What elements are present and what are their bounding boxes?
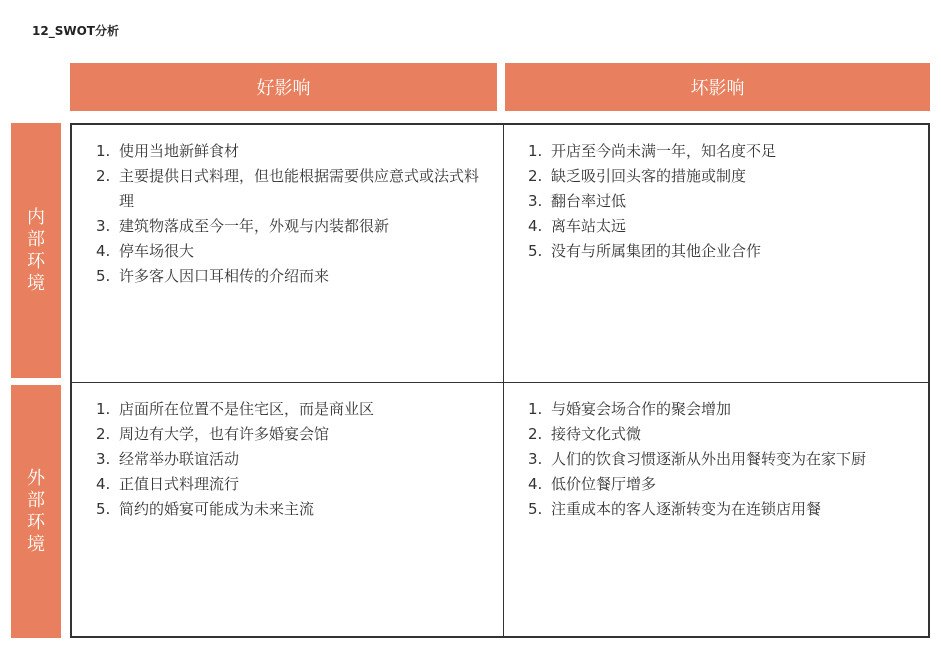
list-item: 3. 建筑物落成至今一年，外观与内装都很新 (96, 217, 390, 235)
list-item: 3. 人们的饮食习惯逐渐从外出用餐转变为在家下厨 (528, 450, 867, 468)
list-item: 1. 使用当地新鲜食材 (96, 142, 240, 160)
list-item: 5. 简约的婚宴可能成为未来主流 (96, 500, 315, 518)
weaknesses-list (528, 139, 910, 264)
opportunities-list (96, 397, 485, 522)
list-item: 4. 停车场很大 (96, 242, 195, 260)
list-item: 2. 接待文化式微 (528, 425, 642, 443)
cell-external-bad (504, 383, 928, 636)
row-header-internal (11, 123, 61, 378)
column-header-bad: 坏影响 (505, 63, 930, 111)
row-header-internal-label: 内部环境 (27, 206, 45, 294)
page-title: 12_SWOT分析 (32, 24, 119, 38)
list-item: 1. 与婚宴会场合作的聚会增加 (528, 400, 732, 418)
list-item: 1. 店面所在位置不是住宅区，而是商业区 (96, 400, 375, 418)
list-item: 5. 注重成本的客人逐渐转变为在连锁店用餐 (528, 500, 822, 518)
list-item: 4. 离车站太远 (528, 217, 627, 235)
list-item: 2. 缺乏吸引回头客的措施或制度 (528, 167, 747, 185)
cell-internal-good (72, 125, 503, 382)
list-item: 5. 没有与所属集团的其他企业合作 (528, 242, 762, 260)
list-item: 3. 经常举办联谊活动 (96, 450, 240, 468)
row-header-external (11, 385, 61, 638)
column-header-good: 好影响 (70, 63, 497, 111)
cell-external-good (72, 383, 503, 636)
row-header-external-label: 外部环境 (27, 467, 45, 555)
list-item: 1. 开店至今尚未满一年，知名度不足 (528, 142, 777, 160)
threats-list (528, 397, 910, 522)
list-item: 2. 主要提供日式料理，但也能根据需要供应意式或法式料理 (96, 167, 480, 210)
list-item: 4. 低价位餐厅增多 (528, 475, 657, 493)
cell-internal-bad (504, 125, 928, 382)
list-item: 3. 翻台率过低 (528, 192, 627, 210)
list-item: 2. 周边有大学，也有许多婚宴会馆 (96, 425, 330, 443)
swot-grid (70, 123, 930, 638)
list-item: 5. 许多客人因口耳相传的介绍而来 (96, 267, 330, 285)
strengths-list (96, 139, 485, 289)
list-item: 4. 正值日式料理流行 (96, 475, 240, 493)
